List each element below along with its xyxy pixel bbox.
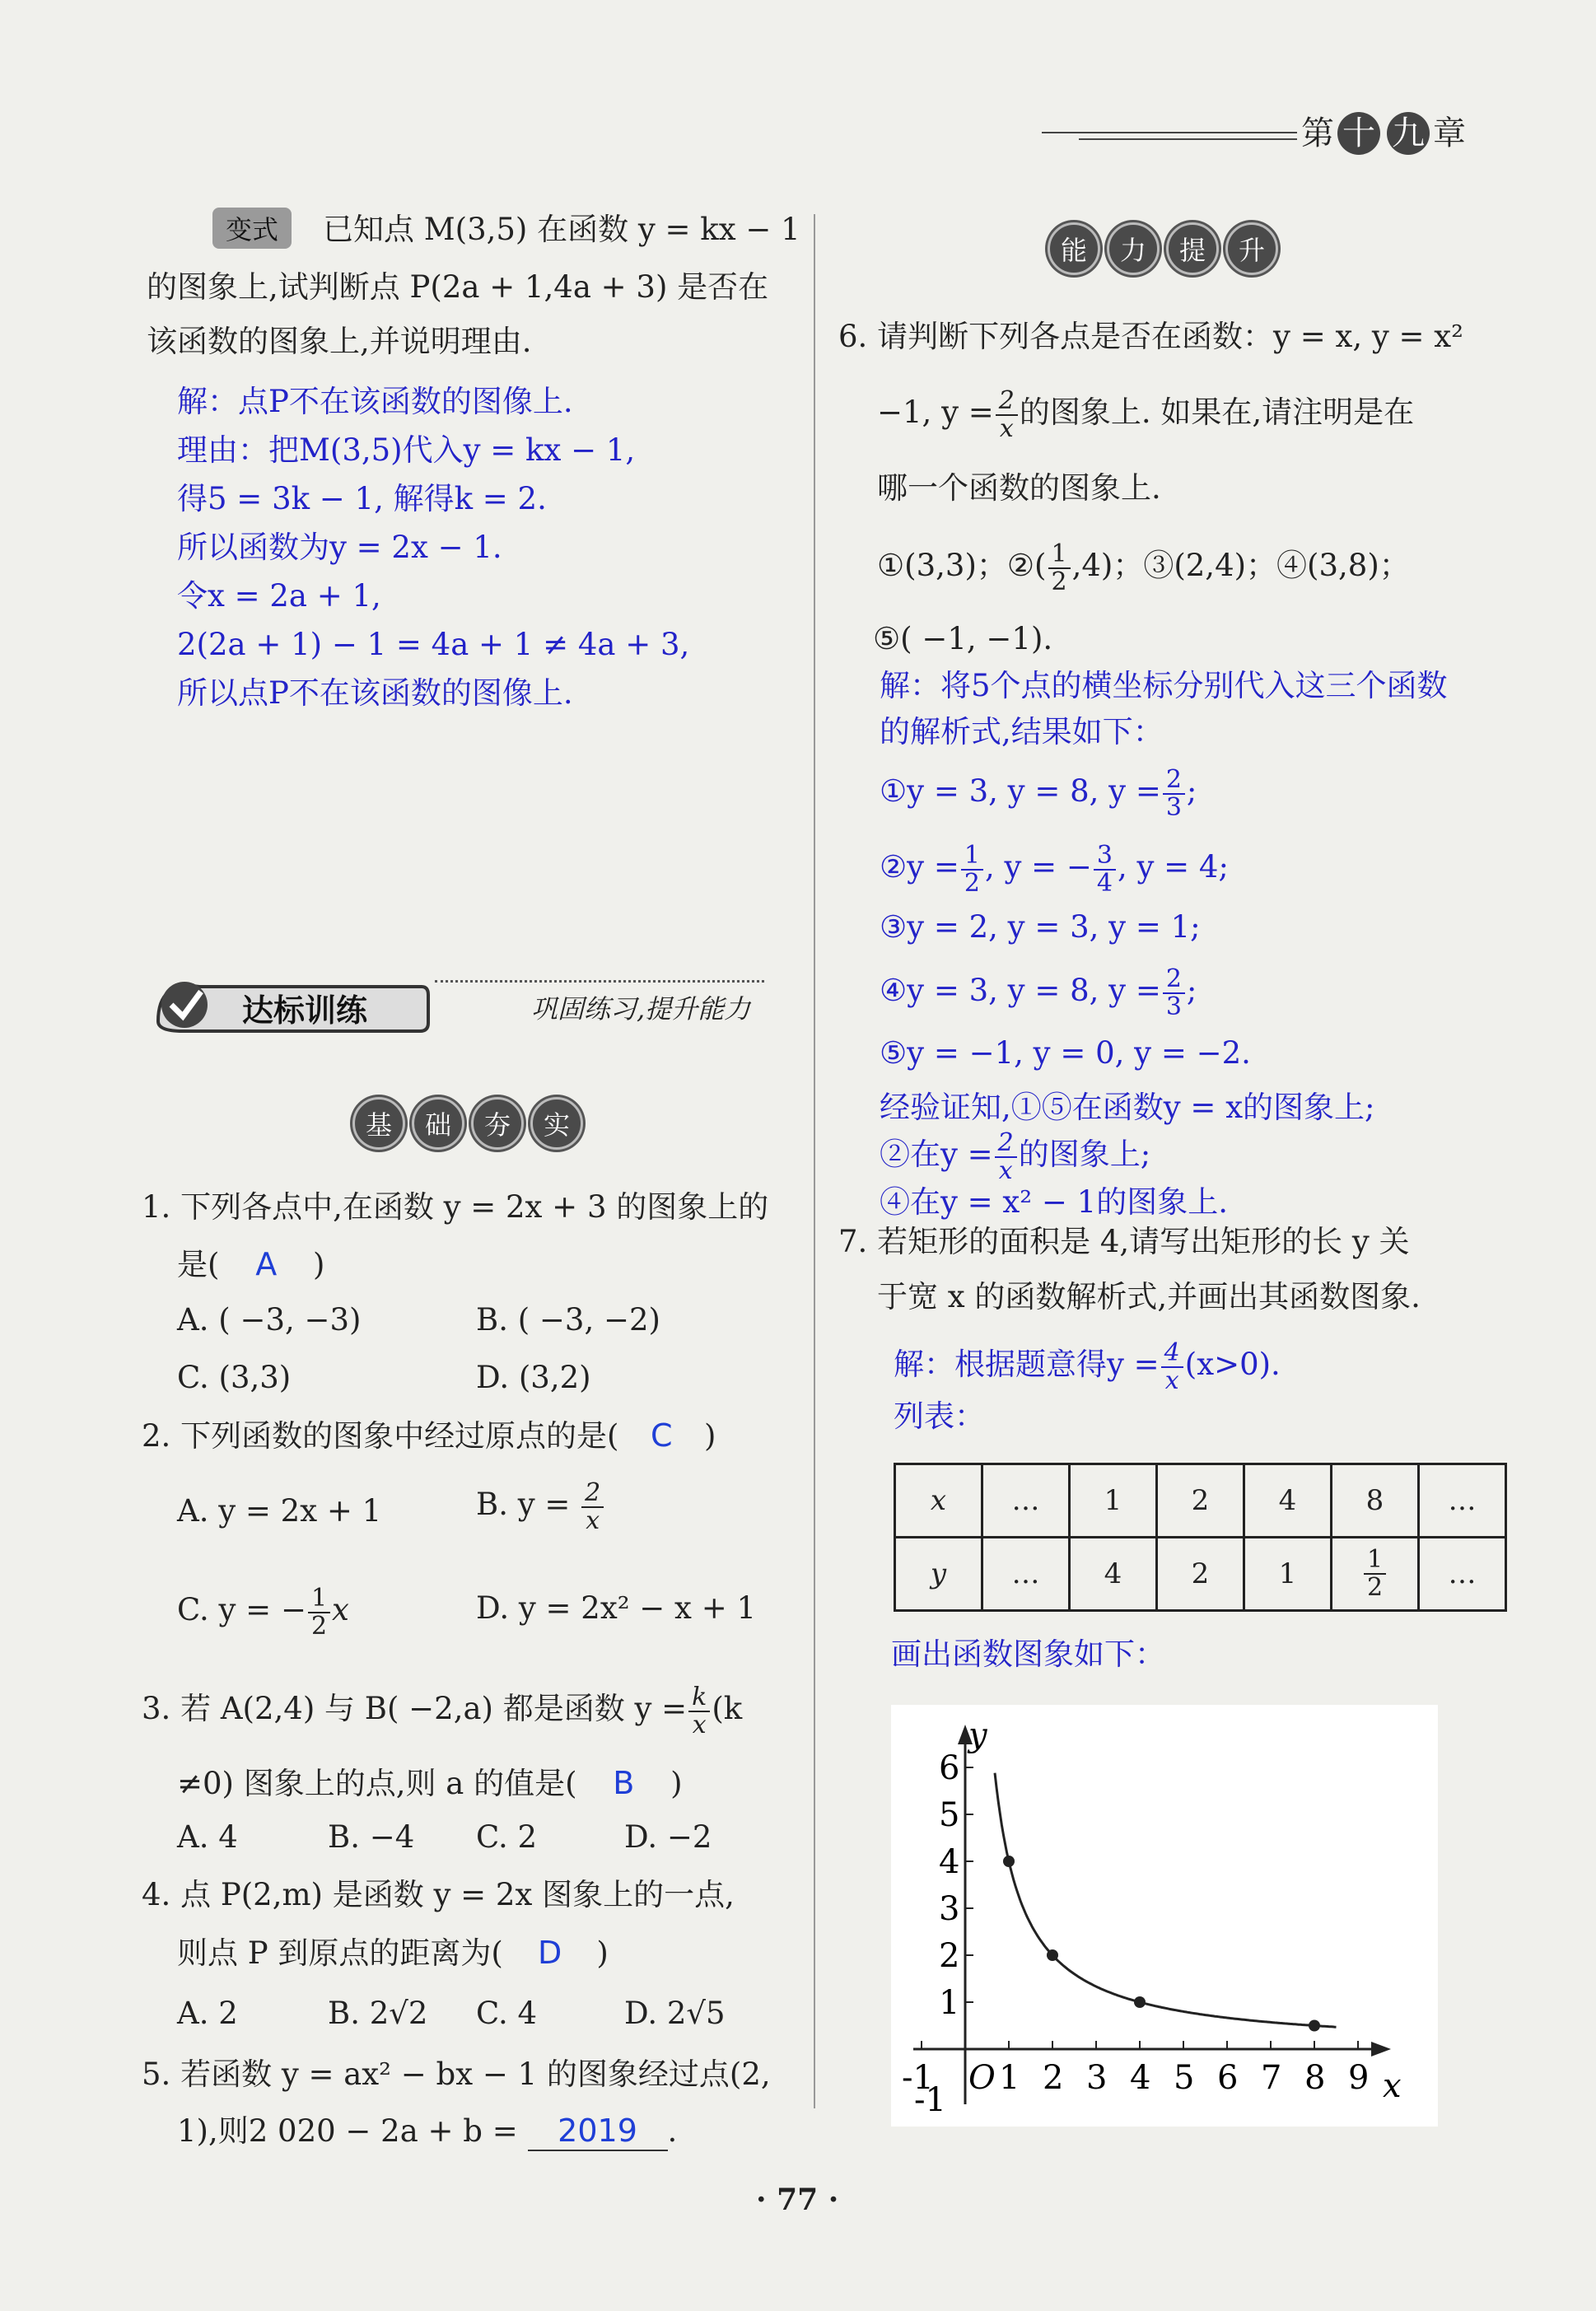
q3-stem-2 (177, 1764, 683, 1803)
table-row (895, 1538, 1506, 1611)
data-point (1309, 2020, 1320, 2032)
q6-r4-frac (1163, 966, 1185, 1020)
chapter-char: 九 (1387, 112, 1430, 155)
function-graph (891, 1705, 1438, 2127)
badge-char: 实 (530, 1097, 583, 1150)
data-point (1134, 1996, 1146, 2008)
q2-paren-close: ) (704, 1418, 716, 1454)
header-rule (1042, 132, 1297, 133)
q6-points-a: ①(3,3)；②( (877, 548, 1047, 583)
table-row (895, 1464, 1506, 1538)
table-cell: … (982, 1464, 1070, 1538)
q6-solution-line: 的解析式,结果如下： (880, 714, 1164, 749)
frac-den: 3 (1165, 792, 1182, 822)
variant-solution-line: 2(2a + 1) − 1 = 4a + 1 ≠ 4a + 3, (177, 627, 690, 662)
frac-num: 2 (1163, 767, 1185, 795)
y-tick-label: 3 (939, 1890, 960, 1928)
q3-answer: B (613, 1765, 635, 1801)
q1-option-b: B. ( −3, −2) (476, 1302, 660, 1338)
q7-s1-frac (1161, 1340, 1183, 1394)
y-tick-label: 5 (939, 1796, 960, 1834)
q6-result-3: ③y = 2, y = 3, y = 1; (880, 909, 1201, 945)
x-axis-arrow (1371, 2042, 1391, 2057)
table-cell: 1 (1244, 1538, 1332, 1611)
q5-tail: . (667, 2113, 678, 2149)
q6-r2c: , y = 4; (1117, 849, 1229, 885)
table-cell: 4 (1244, 1464, 1332, 1538)
q4-option-c: C. 4 (476, 1996, 538, 2031)
variant-solution-line: 所以点P不在该函数的图像上. (177, 675, 573, 711)
q7-solution-3: 画出函数图象如下： (891, 1636, 1165, 1672)
q6-conclusion-3: ④在y = x² − 1的图象上. (880, 1184, 1228, 1220)
q4-option-d: D. 2√5 (624, 1996, 726, 2031)
variant-line: 的图象上,试判断点 P(2a + 1,4a + 3) 是否在 (147, 269, 769, 305)
q5-text-2: 1),则2 020 − 2a + b = (177, 2113, 518, 2149)
chapter-title (1301, 107, 1466, 155)
badge-char: 基 (352, 1097, 405, 1150)
y-axis-label: y (968, 1716, 987, 1754)
q4-text-2: 则点 P 到原点的距离为( (177, 1935, 503, 1971)
q3-text-2: ≠0) 图象上的点,则 a 的值是( (177, 1766, 577, 1801)
x-tick-label: 5 (1174, 2059, 1195, 2097)
q2-optc-var: x (332, 1592, 349, 1627)
frac-den: 3 (1165, 992, 1182, 1021)
q6-c2a: ②在y = (880, 1137, 993, 1172)
x-axis-label: x (1383, 2067, 1402, 2105)
frac-den: 2 (1366, 1573, 1384, 1602)
frac-den: 4 (1096, 868, 1113, 898)
frac-num: 1 (308, 1585, 330, 1613)
frac-num: 4 (1161, 1340, 1183, 1368)
q2-stem (142, 1417, 716, 1455)
frac-den: 2 (964, 868, 980, 898)
q6-r1: ①y = 3, y = 8, y = (880, 773, 1161, 809)
q4-answer: D (537, 1935, 562, 1971)
q6-result-2 (880, 838, 1229, 897)
badge-char: 础 (412, 1097, 464, 1150)
table-cell: … (1419, 1538, 1506, 1611)
frac-num: 1 (1048, 541, 1071, 569)
q1-option-a: A. ( −3, −3) (177, 1302, 362, 1338)
q6-r2-frac2 (1094, 840, 1116, 898)
q4-option-b: B. 2√2 (328, 1996, 428, 2031)
q2-option-b (476, 1476, 605, 1534)
q2-option-a: A. y = 2x + 1 (177, 1493, 382, 1529)
frac-num: 1 (961, 843, 983, 871)
q6-r4-tail: ; (1186, 973, 1197, 1008)
q5-stem: 5. 若函数 y = ax² − bx − 1 的图象经过点(2, (142, 2057, 771, 2092)
q3-option-a: A. 4 (177, 1819, 238, 1855)
q1-stem: 1. 下列各点中,在函数 y = 2x + 3 的图象上的 (142, 1189, 769, 1225)
variant-solution-line: 得5 = 3k − 1, 解得k = 2. (177, 481, 547, 516)
y-tick-label: 1 (939, 1984, 960, 2022)
table-cell: 8 (1332, 1464, 1419, 1538)
q7-value-table (894, 1463, 1507, 1612)
q6-conclusion-2 (880, 1128, 1150, 1184)
frac-den: 2 (310, 1611, 328, 1641)
frac-den: x (692, 1710, 707, 1739)
frac-den: x (1164, 1366, 1179, 1395)
table-cell: … (982, 1538, 1070, 1611)
badge-char: 能 (1048, 222, 1100, 275)
variant-solution-line: 令x = 2a + 1, (177, 578, 381, 614)
q3-option-b: B. −4 (328, 1819, 415, 1855)
q2-optb-frac (581, 1480, 604, 1534)
q3-text: 3. 若 A(2,4) 与 B( −2,a) 都是函数 y = (142, 1691, 688, 1726)
q6-result-4 (880, 962, 1197, 1020)
column-divider (814, 214, 815, 2108)
badge-nengli (1048, 222, 1278, 275)
q3-stem (142, 1680, 742, 1739)
frac-num: 2 (995, 1130, 1017, 1158)
frac-den: x (586, 1506, 600, 1535)
q4-paren-close: ) (596, 1935, 609, 1971)
frac-num: k (688, 1684, 710, 1712)
table-cell: y (895, 1538, 982, 1611)
frac-num: 2 (1163, 966, 1185, 994)
frac-den: x (998, 1156, 1013, 1185)
q2-option-c (177, 1581, 349, 1640)
q2-text: 2. 下列函数的图象中经过原点的是( (142, 1418, 619, 1454)
q7-stem-2: 于宽 x 的函数解析式,并画出其函数图象. (877, 1279, 1421, 1314)
q6-text-tail: 的图象上. 如果在,请注明是在 (1019, 395, 1415, 430)
q2-optc-frac (308, 1585, 330, 1640)
frac-num: 2 (581, 1480, 604, 1508)
q1-option-c: C. (3,3) (177, 1360, 292, 1395)
data-point (1003, 1856, 1015, 1867)
x-tick-label: 1 (999, 2059, 1020, 2097)
q6-points-frac (1048, 541, 1071, 595)
q2-answer: C (650, 1417, 673, 1454)
variant-solution-line: 所以函数为y = 2x − 1. (177, 530, 502, 565)
q1-paren-close: ) (312, 1247, 325, 1282)
header-rule-2 (1079, 138, 1297, 140)
q6-solution-line: 解：将5个点的横坐标分别代入这三个函数 (880, 668, 1448, 703)
q1-answer: A (255, 1246, 278, 1282)
table-cell: … (1419, 1464, 1506, 1538)
q6-r2b: , y = − (984, 849, 1092, 885)
q6-r2-frac1 (961, 840, 983, 898)
q1-stem-2 (177, 1245, 324, 1284)
q6-stem: 6. 请判断下列各点是否在函数：y = x, y = x² (838, 319, 1464, 354)
variant-solution-line: 解：点P不在该函数的图像上. (177, 384, 573, 419)
page-number: · 77 · (756, 2183, 839, 2217)
variant-line: 该函数的图象上,并说明理由. (147, 324, 532, 359)
table-cell: 2 (1157, 1464, 1244, 1538)
q6-points-b: ,4)；③(2,4)；④(3,8)； (1071, 548, 1410, 583)
section-dotted-rule (435, 980, 764, 983)
q6-conclusion-1: 经验证知,①⑤在函数y = x的图象上; (880, 1090, 1375, 1125)
badge-char: 升 (1225, 222, 1278, 275)
chapter-char: 第 (1301, 114, 1334, 152)
q1-paren: 是( (177, 1247, 220, 1282)
table-cell: 2 (1157, 1538, 1244, 1611)
q6-text: −1, y = (877, 395, 994, 430)
x-tick-label: -1 (902, 2059, 934, 2097)
chapter-char: 章 (1433, 114, 1466, 152)
y-tick-label: -1 (914, 2081, 946, 2119)
q6-points (877, 537, 1410, 595)
x-tick-label: 3 (1086, 2059, 1108, 2097)
q6-r2a: ②y = (880, 849, 959, 885)
x-tick-label: 2 (1043, 2059, 1064, 2097)
table-cell: x (895, 1464, 982, 1538)
badge-jichu (352, 1097, 583, 1150)
table-cell: 4 (1070, 1538, 1157, 1611)
frac-den: 2 (1051, 567, 1067, 596)
q6-c2b: 的图象上; (1018, 1137, 1151, 1172)
table-frac (1364, 1547, 1386, 1601)
badge-char: 力 (1107, 222, 1160, 275)
q3-frac (688, 1684, 710, 1739)
y-tick-label: 6 (939, 1749, 960, 1787)
q2-optb-text: B. y = (476, 1487, 571, 1522)
q4-stem-2 (177, 1934, 609, 1973)
x-tick-label: 4 (1130, 2059, 1151, 2097)
q1-option-d: D. (3,2) (476, 1360, 591, 1395)
q7-s1b: (x>0). (1184, 1347, 1281, 1382)
q3-option-d: D. −2 (624, 1819, 712, 1855)
table-cell: 1 (1070, 1464, 1157, 1538)
q7-solution-2: 列表： (894, 1398, 985, 1434)
table-cell-fraction (1332, 1538, 1419, 1611)
section-dabiao (150, 972, 430, 1038)
q7-s1a: 解：根据题意得y = (894, 1347, 1160, 1382)
q2-option-d: D. y = 2x² − x + 1 (476, 1590, 756, 1626)
variant-tag: 变式 (212, 208, 292, 249)
function-curve (995, 1773, 1337, 2028)
q6-stem-3: 哪一个函数的图象上. (877, 470, 1161, 506)
section-title: 达标训练 (242, 992, 368, 1029)
q6-r1-tail: ; (1186, 773, 1197, 809)
frac-num: 3 (1094, 843, 1116, 871)
q3-text-tail: (k (712, 1691, 743, 1726)
q6-c2-frac (995, 1127, 1017, 1185)
q6-points-2: ⑤( −1, −1). (873, 621, 1053, 656)
q6-result-5: ⑤y = −1, y = 0, y = −2. (880, 1035, 1251, 1071)
x-tick-label: 8 (1304, 2059, 1326, 2097)
q7-stem: 7. 若矩形的面积是 4,请写出矩形的长 y 关 (838, 1224, 1410, 1259)
q7-solution-1 (894, 1336, 1281, 1394)
data-point (1047, 1949, 1058, 1961)
frac-den: x (999, 413, 1014, 443)
q6-frac (996, 385, 1018, 443)
chapter-char: 十 (1337, 112, 1380, 155)
badge-char: 夯 (471, 1097, 524, 1150)
q4-stem: 4. 点 P(2,m) 是函数 y = 2x 图象上的一点, (142, 1877, 735, 1912)
badge-char: 提 (1166, 222, 1219, 275)
q4-option-a: A. 2 (177, 1996, 238, 2031)
q6-r4: ④y = 3, y = 8, y = (880, 973, 1161, 1008)
frac-num: 1 (1364, 1547, 1386, 1575)
q5-stem-2 (177, 2112, 677, 2151)
q3-option-c: C. 2 (476, 1819, 538, 1855)
y-tick-label: 2 (939, 1937, 960, 1975)
variant-solution-line: 理由：把M(3,5)代入y = kx − 1, (177, 432, 636, 468)
x-tick-label: 9 (1348, 2059, 1370, 2097)
section-subtitle: 巩固练习,提升能力 (531, 993, 751, 1025)
q2-optc-text: C. y = − (177, 1592, 306, 1627)
x-tick-label: O (968, 2059, 996, 2097)
q6-result-1 (880, 763, 1197, 821)
x-tick-label: 6 (1217, 2059, 1239, 2097)
q3-paren-close: ) (670, 1766, 683, 1801)
frac-num: 2 (996, 388, 1018, 416)
x-tick-label: 7 (1261, 2059, 1282, 2097)
q5-answer: 2019 (528, 2112, 668, 2151)
variant-line: 已知点 M(3,5) 在函数 y = kx − 1 (323, 212, 800, 247)
q6-r1-frac (1163, 764, 1185, 822)
y-tick-label: 4 (939, 1843, 960, 1881)
q6-stem-2 (877, 384, 1414, 442)
